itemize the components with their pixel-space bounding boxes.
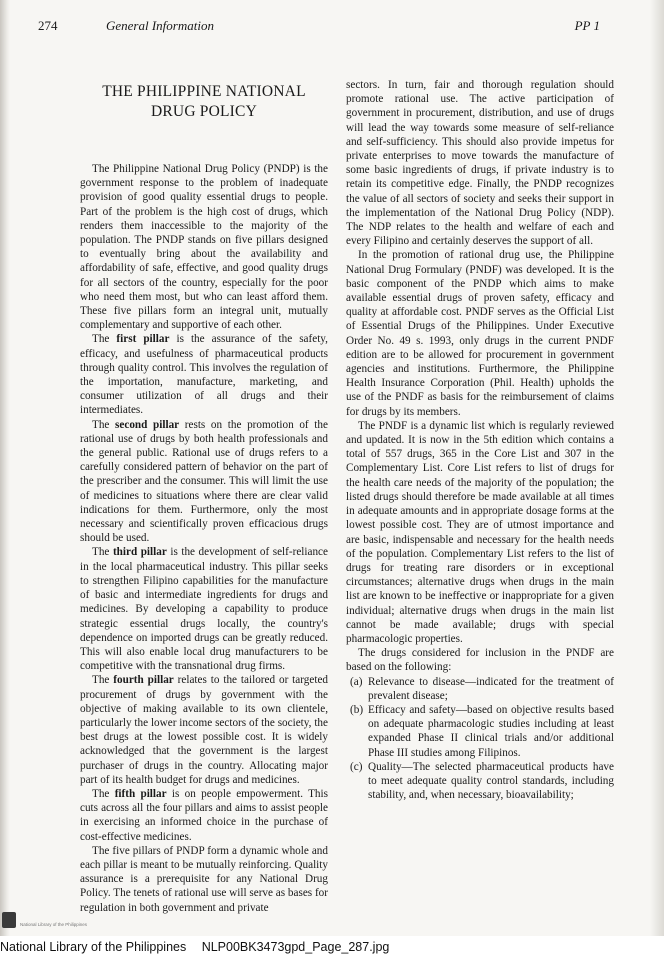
- title-line-2: DRUG POLICY: [151, 103, 257, 120]
- list-item: (b) Efficacy and safety—based on objective results based on adequate pharmacologic studies including at least expanded Phase II clinical trials and/or additional Phase III studies among Filipinos.: [350, 703, 614, 759]
- image-caption: [0, 938, 664, 957]
- library-logo-icon: [2, 912, 16, 928]
- paragraph-fourth-pillar: The fourth pillar relates to the tailored or targeted procurement of drugs by government with the objective of making available to its own clientele, particularly the lower income sectors of the society, the best drugs at the lowest possible cost. It is widely acknowledged that the government is the largest purchaser of drugs in the country. Allocating major part of its health budget for drugs and medicines.: [80, 674, 329, 786]
- criteria-list: [346, 675, 614, 803]
- page-label: PP 1: [574, 18, 600, 33]
- paragraph-continuation: sectors. In turn, fair and thorough regulation should promote rational use. The active participation of government in procurement, distribution, and use of drugs will lead the way towards some measure of self-reliance and self-sufficiency. This should also provide impetus for private enterprises to move towards the manufacture of some basic ingredients of drugs, if private industry is to retain its competitive edge. Finally, the PNDP recognizes the value of all sectors of society and seeks their support in the implementation of the National Drug Policy (NDP). The NDP relates to the health and welfare of each and every Filipino and certainly deserves the support of all.: [346, 79, 614, 248]
- third-pillar-term: third pillar: [112, 546, 167, 559]
- paragraph-five-pillars-whole: The five pillars of PNDP form a dynamic whole and each pillar is meant to be mutually reinforcing. Quality assurance is a prerequisite for any National Drug Policy. The tenets of rational use will serve as bases for regulation in both government and private: [80, 844, 328, 914]
- article-title: [80, 82, 328, 122]
- left-column: [80, 78, 328, 915]
- paragraph-fifth-pillar: The fifth pillar is on people empowerment. This cuts across all the four pillars and aims to assist people in exercising an informed choice in the purchase of cost-effective medicines.: [80, 787, 328, 843]
- first-pillar-term: first pillar: [116, 333, 170, 346]
- list-item: (a) Relevance to disease—indicated for the treatment of prevalent disease;: [350, 675, 614, 702]
- paragraph-intro: The Philippine National Drug Policy (PNDP) is the government response to the problem of inadequate provision of good quality essential drugs to people. Part of the problem is the high cost of drugs, which renders them inaccessible to the majority of the population. The PNDP stands on five pillars designed to eventually bring about the availability and affordability of safe, effective, and good quality drugs for all sectors of the country, especially for the poor who need them most, but who can least afford them. These five pillars form an integral unit, mutually complementary and supportive of each other.: [80, 163, 328, 332]
- right-column: [346, 78, 614, 802]
- paragraph-criteria-intro: The drugs considered for inclusion in the PNDF are based on the following:: [346, 647, 614, 674]
- book-spine-shadow: [0, 0, 10, 936]
- title-line-1: THE PHILIPPINE NATIONAL: [102, 83, 306, 100]
- paragraph-second-pillar: The second pillar rests on the promotion of the rational use of drugs by both health professionals and the general public. Rational use of drugs refers to a carefully considered pattern of behavior on the part of the prescriber and the consumer. This will limit the use of medicines to situations where there are clear valid indications for them. Furthermore, only the most necessary and scientifically proven efficacious drugs should be used.: [80, 418, 328, 545]
- footer-small-text: National Library of the Philippines: [20, 922, 88, 927]
- paragraph-first-pillar: The first pillar is the assurance of the safety, efficacy, and usefulness of pharmaceutical products through quality control. This involves the regulation of the importation, manufacture, marketing, and consumer utilization of all drugs and their intermediates.: [80, 333, 328, 417]
- running-header: [38, 18, 634, 40]
- caption-file-name: NLP00BK3473gpd_Page_287.jpg: [201, 940, 390, 954]
- paragraph-pndf-dynamic: The PNDF is a dynamic list which is regularly reviewed and updated. It is now in the 5th edition which contains a total of 557 drugs, 365 in the Core List and 307 in the Complementary List. Core List refers to list of drugs for the health care needs of the majority of the population; the listed drugs should therefore be made available at all times in adequate amounts and in appropriate dosage forms at the lowest possible cost. They are of utmost importance and are basic, indispensable and necessary for the health needs of the population. Complementary List refers to the list of drugs for treating rare disorders or in exceptional circumstances; alternative drugs when drugs in the main list are known to be ineffective or inappropriate for a given individual; alternative drugs when drugs in the main list cannot be made available; drugs with special pharmacologic properties.: [346, 419, 614, 645]
- list-item: (c) Quality—The selected pharmaceutical products have to meet adequate quality control standards, including stability, and, when necessary, bioavailability;: [350, 760, 614, 802]
- paragraph-third-pillar: The third pillar is the development of self-reliance in the local pharmaceutical industry. This pillar seeks to strengthen Filipino capabilities for the manufacture of basic and intermediate ingredients for drugs and medicines. By developing a capability to produce strategic essential drugs locally, the country's dependence on imported drugs can be greatly reduced. This will also enable local drug manufacturers to be competitive with the transnational drug firms.: [80, 546, 328, 673]
- fourth-pillar-term: fourth pillar: [113, 674, 174, 687]
- caption-library: National Library of the Philippines: [0, 940, 187, 954]
- section-name: General Information: [106, 18, 214, 33]
- page-number: 274: [38, 18, 58, 33]
- second-pillar-term: second pillar: [115, 418, 180, 431]
- fifth-pillar-term: fifth pillar: [114, 787, 167, 800]
- paragraph-pndf-intro: In the promotion of rational drug use, the Philippine National Drug Formulary (PNDF) was developed. It is the basic component of the PNDP which aims to make available essential drugs of proven safety, efficacy and quality at affordable cost. PNDF serves as the Official List of Essential Drugs of the Philippines. Under Executive Order No. 49 s. 1993, only drugs in the current PNDF edition are to be allowed for procurement in government agencies and institutions. Furthermore, the Philippine Health Insurance Corporation (Phil. Health) upholds the use of the PNDF as basis for the reimbursement of claims for drugs by its members.: [346, 249, 614, 418]
- page-edge-shadow: [650, 0, 664, 936]
